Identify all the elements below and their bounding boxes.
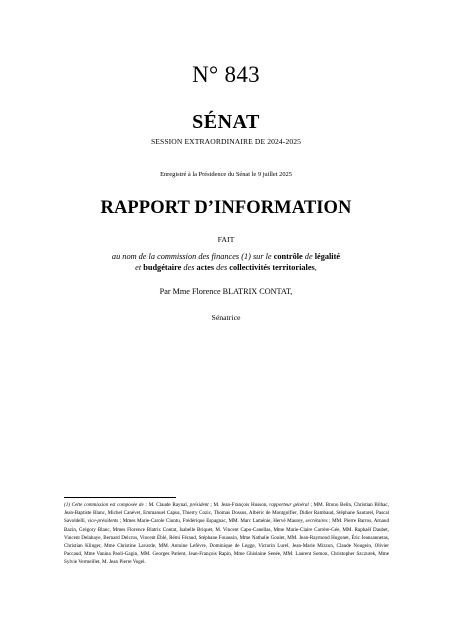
desc-text: des (181, 263, 197, 272)
footnote-intro: (1) Cette commission est composée de : (64, 502, 149, 508)
fait-label: FAIT (217, 235, 235, 244)
author-role: Sénatrice (211, 313, 241, 322)
desc-text: au nom de la commission des finances (1) sur le (111, 252, 274, 261)
desc-keyword: budgétaire (143, 263, 182, 272)
footnote-text: M. Claude Raynal, (148, 502, 190, 508)
chamber-title: SÉNAT (192, 111, 260, 133)
session-label: SESSION EXTRAORDINAIRE DE 2024-2025 (150, 137, 302, 146)
desc-keyword: légalité (314, 252, 341, 261)
desc-keyword: actes (196, 263, 215, 272)
document-number: N° 843 (192, 62, 260, 87)
report-description-line-2 (90, 263, 362, 274)
report-description-line-1 (90, 252, 362, 263)
desc-text: et (135, 263, 144, 272)
footnote-role: rapporteur général (269, 502, 309, 508)
desc-keyword: collectivités territoriales (229, 263, 315, 272)
report-title: RAPPORT D’INFORMATION (100, 198, 352, 218)
desc-text: de (302, 252, 315, 261)
footnote-role: président (189, 502, 209, 508)
footnote-role: vice-présidents (87, 518, 119, 525)
author-line: Par Mme Florence BLATRIX CONTAT, (159, 287, 293, 296)
footnote-text: ; Mmes Marie-Carole Ciuntu, Frédérique Espagnac, MM. Marc Laménie, Hervé Maurey, (118, 518, 306, 525)
footnote-text: ; MM. Bruno Belin, Christian Bilhac, Jean-Baptiste Blanc, Michel Canévet, Emmanuel Capus, Thierry Cozic, Thomas Dossus, Albéric de Montgolfier, Didier Rambaud, Stéphane Sautarel, Pascal Savoldelli, (64, 502, 389, 525)
footnote-commission-members (64, 501, 389, 567)
registration-date: Enregistré à la Présidence du Sénat le 9 juillet 2025 (160, 171, 292, 178)
desc-keyword: contrôle (273, 252, 303, 261)
footnote-role: secrétaires (305, 518, 328, 525)
desc-punctuation: , (314, 263, 317, 272)
footnote-text: ; MM. Pierre Barros, Arnaud Bazin, Grégory Blanc, Mmes Florence Blatrix Contat, Isabelle Briquet, M. Vincent Capo-Canellas, Mme Marie-Claire Carrère-Gée, MM. Raphaël Daubet, Vincent Delahaye, Bernard Delcros, Vincent Éblé, Rémi Féraud, Stéphane Fouassin, Mme Nathalie Goulet, MM. Jean-Raymond Hugonet, Éric Jeansannetas, Christian Klinger, Mme Christine Lavarde, MM. Antoine Lefèvre, Dominique de Legge, Victorin Lurel, Jean-Marie Mizzon, Claude Nougein, Olivier Paccaud, Mme Vanina Paoli-Gagin, MM. Georges Patient, Jean-François Rapin, Mme Ghislaine Senée, MM. Laurent Somon, Christopher Szczurek, Mme Sylvie Vermeillet, M. Jean Pierre Vogel. (64, 518, 390, 566)
footnote-separator (64, 497, 176, 498)
desc-text: des (214, 263, 230, 272)
footnote-text: ; M. Jean-François Husson, (208, 502, 270, 508)
